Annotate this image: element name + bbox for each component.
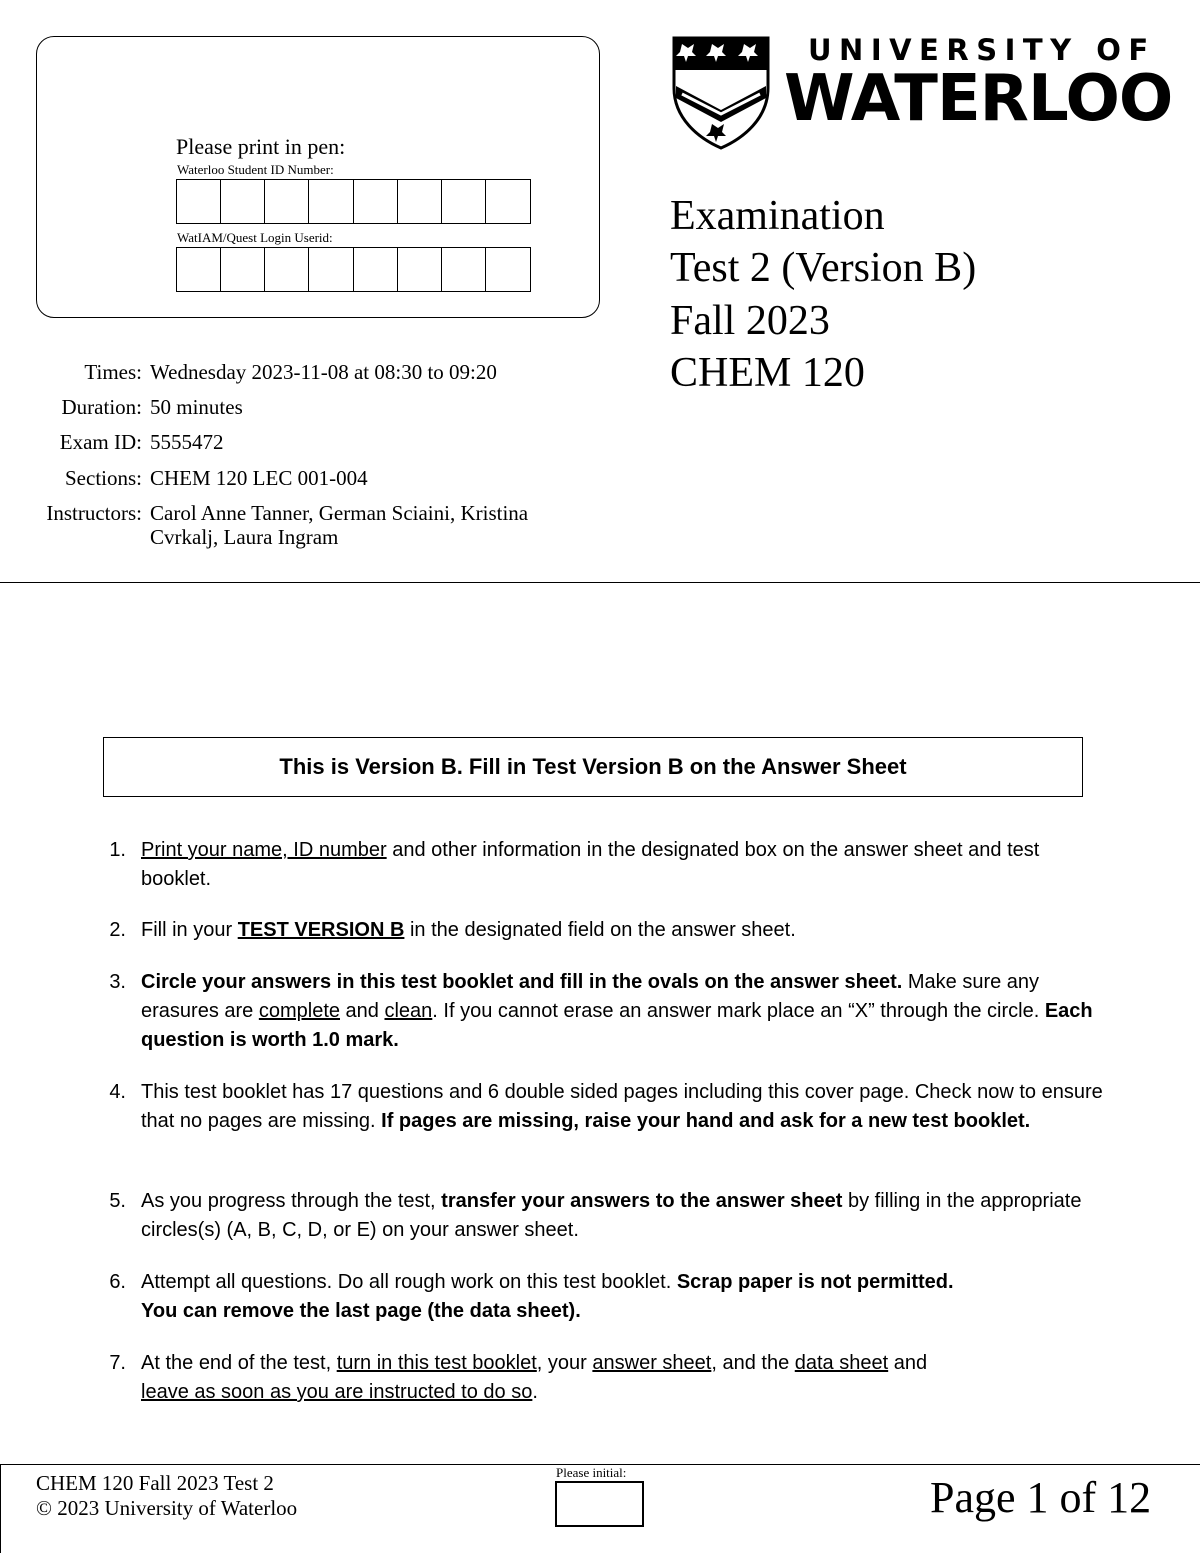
meta-label: Duration:	[61, 395, 142, 419]
instruction-text: Each question is worth 1.0 mark.	[141, 1000, 1093, 1051]
instruction-number: 7.	[109, 1352, 126, 1374]
instruction-item	[104, 968, 1104, 1055]
meta-value: Carol Anne Tanner, German Sciaini, Kristina Cvrkalj, Laura Ingram	[150, 501, 529, 549]
page-number: Page 1 of 12	[930, 1473, 1152, 1522]
instruction-text: leave as soon as you are instructed to do so	[141, 1381, 533, 1403]
exam-title-line: Test 2 (Version B)	[670, 245, 977, 291]
instruction-item	[104, 836, 1104, 894]
id-cell[interactable]	[442, 180, 486, 223]
student-id-grid[interactable]	[176, 179, 531, 224]
instruction-text: This test booklet has 17 questions and 6 double sided pages including this cover page. Check now to ensure that no pages are missing.	[141, 1081, 1103, 1132]
instruction-text: transfer your answers to the answer sheet	[441, 1190, 843, 1212]
id-cell[interactable]	[309, 180, 353, 223]
instruction-number: 6.	[109, 1271, 126, 1293]
initial-label: Please initial:	[556, 1465, 627, 1480]
userid-cell[interactable]	[442, 248, 486, 291]
instruction-item	[104, 916, 1104, 945]
userid-cell[interactable]	[486, 248, 530, 291]
footer-copyright: © 2023 University of Waterloo	[36, 1496, 298, 1520]
instruction-text: and	[888, 1352, 928, 1374]
exam-title-line: CHEM 120	[670, 350, 865, 396]
instruction-number: 4.	[109, 1081, 126, 1103]
version-notice: This is Version B. Fill in Test Version B on the Answer Sheet	[103, 737, 1083, 797]
instruction-number: 1.	[109, 839, 126, 861]
instruction-text: .	[532, 1381, 538, 1403]
userid-cell[interactable]	[309, 248, 353, 291]
instruction-text: , and the	[711, 1352, 795, 1374]
instruction-item	[104, 1268, 1104, 1326]
id-cell[interactable]	[398, 180, 442, 223]
id-cell[interactable]	[265, 180, 309, 223]
instruction-item	[104, 1187, 1104, 1245]
userid-cell[interactable]	[265, 248, 309, 291]
instruction-text: complete	[258, 1000, 340, 1022]
university-crest-icon	[672, 36, 770, 150]
section-divider	[0, 582, 1200, 583]
initial-box[interactable]	[555, 1481, 644, 1527]
instruction-text: Make sure any erasures are	[141, 971, 1040, 1022]
userid-cell[interactable]	[354, 248, 398, 291]
id-cell[interactable]	[221, 180, 265, 223]
meta-value: CHEM 120 LEC 001-004	[150, 466, 368, 490]
exam-title-line: Examination	[670, 193, 885, 239]
instruction-text: If pages are missing, raise your hand and ask for a new test booklet.	[381, 1110, 1031, 1132]
instruction-text: As you progress through the test,	[141, 1190, 442, 1212]
exam-details	[0, 360, 600, 560]
userid-cell[interactable]	[398, 248, 442, 291]
instruction-text: and	[340, 1000, 385, 1022]
meta-label: Sections:	[65, 466, 142, 490]
instruction-number: 5.	[109, 1190, 126, 1212]
userid-cell[interactable]	[221, 248, 265, 291]
instruction-text: Attempt all questions. Do all rough work on this test booklet.	[141, 1271, 677, 1293]
id-cell[interactable]	[486, 180, 530, 223]
instruction-text: . If you cannot erase an answer mark place an “X” through the circle.	[432, 1000, 1045, 1022]
instruction-text: answer sheet	[592, 1352, 712, 1374]
instruction-text: Circle your answers in this test booklet and fill in the ovals on the answer sheet.	[141, 971, 903, 993]
instruction-number: 3.	[109, 971, 126, 993]
instruction-item	[104, 1349, 1104, 1407]
instruction-item	[104, 1078, 1104, 1136]
exam-title-line: Fall 2023	[670, 298, 830, 344]
meta-value: 50 minutes	[150, 395, 243, 419]
print-in-pen-label: Please print in pen:	[176, 134, 346, 159]
id-cell[interactable]	[177, 180, 221, 223]
university-name-line1: UNIVERSITY OF	[808, 33, 1156, 67]
instruction-text: data sheet	[794, 1352, 889, 1374]
meta-label: Exam ID:	[59, 430, 142, 454]
instruction-text: TEST VERSION B	[237, 919, 405, 941]
instruction-text: turn in this test booklet	[336, 1352, 537, 1374]
meta-value: 5555472	[150, 430, 224, 454]
instruction-text: , your	[536, 1352, 593, 1374]
meta-value: Wednesday 2023-11-08 at 08:30 to 09:20	[150, 360, 497, 384]
instruction-text: Scrap paper is not permitted.	[676, 1271, 954, 1293]
instruction-text: in the designated field on the answer sheet.	[404, 919, 796, 941]
meta-label: Instructors:	[46, 501, 142, 525]
instruction-text: You can remove the last page (the data sheet).	[141, 1300, 581, 1322]
student-id-label: Waterloo Student ID Number:	[177, 162, 334, 177]
userid-cell[interactable]	[177, 248, 221, 291]
instruction-number: 2.	[109, 919, 126, 941]
instruction-text: Fill in your	[141, 919, 238, 941]
instruction-text: Print your name, ID number	[141, 839, 387, 861]
university-name-line2: WATERLOO	[784, 62, 1173, 136]
instruction-text: At the end of the test,	[141, 1352, 337, 1374]
userid-grid[interactable]	[176, 247, 531, 292]
instruction-text: and other information in the designated box on the answer sheet and test booklet.	[141, 839, 1040, 890]
id-cell[interactable]	[354, 180, 398, 223]
userid-label: WatIAM/Quest Login Userid:	[177, 230, 333, 245]
footer-course: CHEM 120 Fall 2023 Test 2	[36, 1471, 274, 1495]
meta-label: Times:	[84, 360, 142, 384]
instruction-text: by filling in the appropriate circles(s) (A, B, C, D, or E) on your answer sheet.	[141, 1190, 1082, 1241]
instruction-text: clean	[384, 1000, 433, 1022]
